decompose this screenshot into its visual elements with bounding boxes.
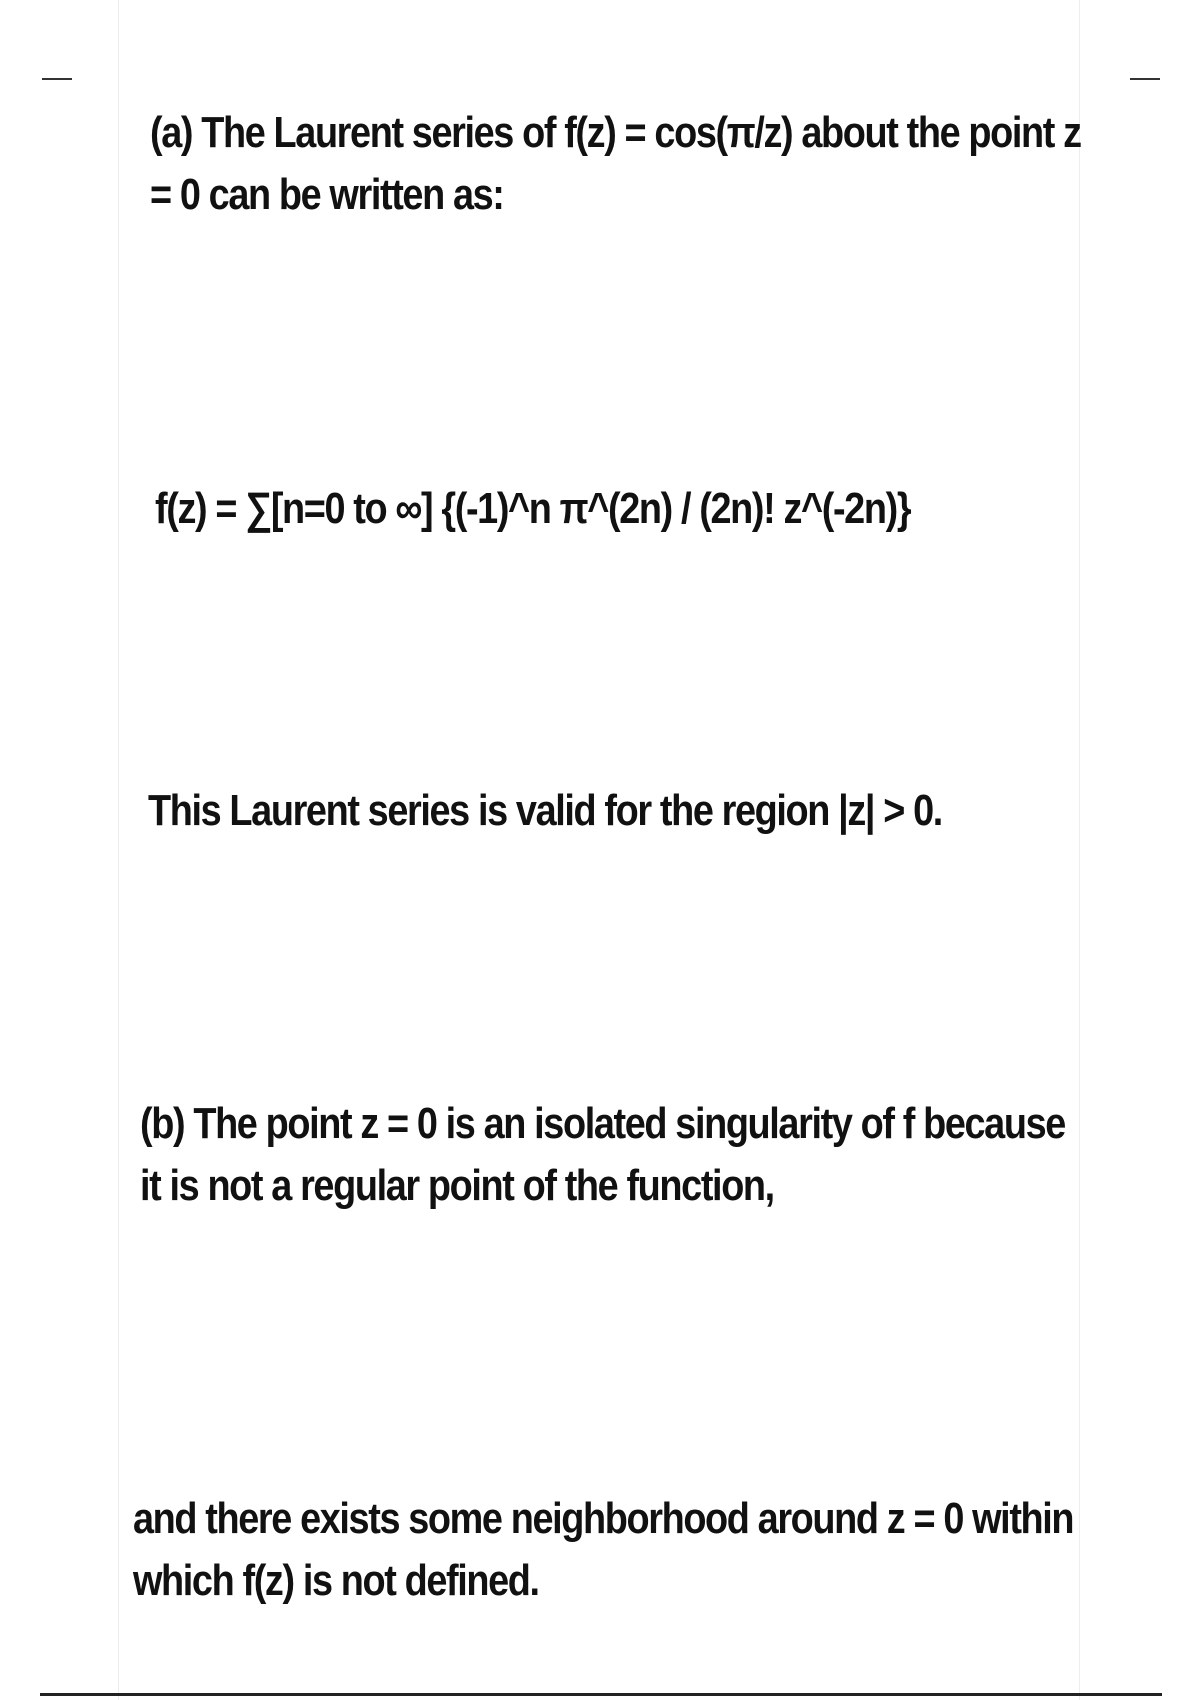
part-a-paragraph [150, 102, 1081, 226]
part-c-paragraph [133, 1488, 1073, 1612]
right-edge-mark [1130, 78, 1160, 80]
region-statement [148, 780, 942, 842]
part-c-line-1: and there exists some neighborhood around z = 0 within [133, 1494, 1074, 1543]
part-a-line-1: (a) The Laurent series of f(z) = cos(π/z) about the point z [150, 108, 1081, 157]
part-c-line-2: which f(z) is not defined. [133, 1556, 539, 1605]
bottom-rule [40, 1693, 1162, 1696]
left-edge-mark [42, 78, 72, 80]
region-text: This Laurent series is valid for the region |z| > 0. [148, 786, 942, 835]
part-a-line-2: = 0 can be written as: [150, 170, 504, 219]
laurent-series-formula [155, 478, 910, 540]
part-b-line-1: (b) The point z = 0 is an isolated singularity of f because [140, 1099, 1065, 1148]
formula-text: f(z) = ∑[n=0 to ∞] {(-1)^n π^(2n) / (2n)! z^(-2n)} [155, 484, 911, 533]
part-b-paragraph [140, 1093, 1065, 1217]
part-b-line-2: it is not a regular point of the function, [140, 1161, 774, 1210]
document-page [118, 0, 1080, 1700]
